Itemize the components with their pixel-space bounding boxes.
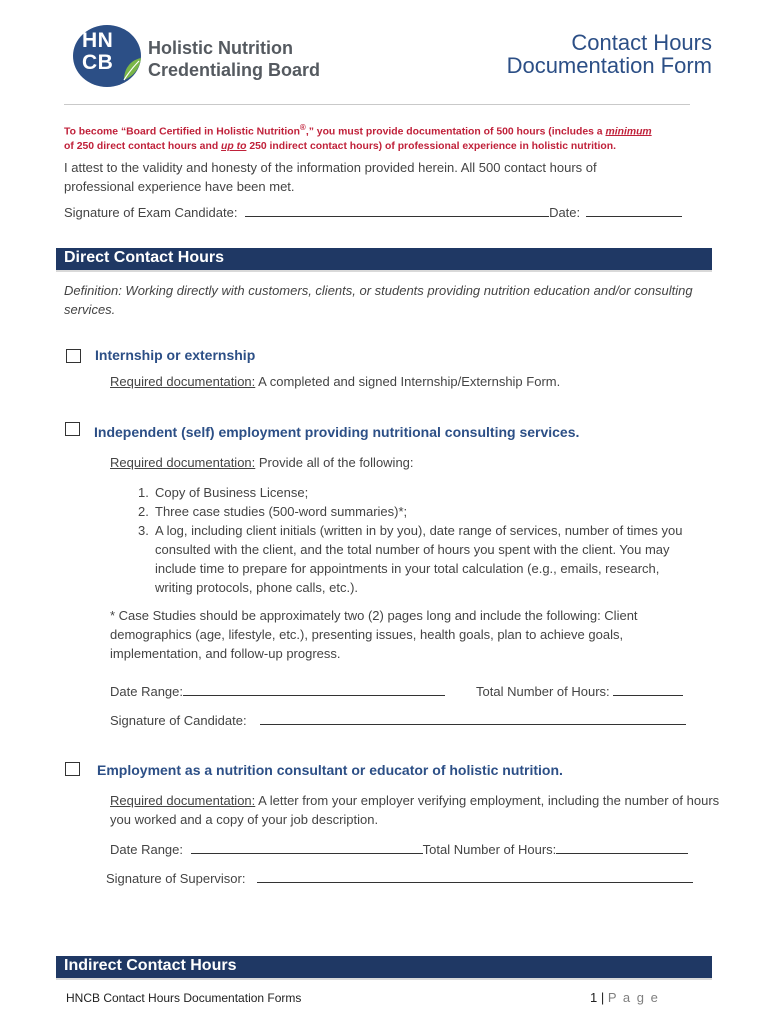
footer-page-word: P a g e	[607, 990, 660, 1005]
list-item-number: 1.	[138, 485, 149, 500]
list-item-text: Three case studies (500-word summaries)*;	[155, 504, 408, 519]
header-divider	[64, 104, 690, 105]
notice-minimum: minimum	[605, 126, 652, 138]
independent-date-range-label: Date Range:	[110, 684, 183, 699]
independent-title: Independent (self) employment providing nutritional consulting services.	[94, 424, 580, 440]
independent-checkbox[interactable]	[65, 422, 80, 436]
independent-date-range-field[interactable]	[183, 683, 445, 696]
case-study-note: * Case Studies should be approximately two (2) pages long and include the following: Client demographics (age, lifestyle, etc.), presenting issues, health goals, plan to achieve goals, implementation, and follow-up progress.	[110, 608, 638, 661]
attest-date-label: Date:	[549, 205, 581, 220]
independent-req-text: Provide all of the following:	[255, 455, 414, 470]
attest-date-field[interactable]	[586, 204, 682, 217]
employment-date-row	[110, 840, 688, 859]
employment-date-range-field[interactable]	[191, 841, 423, 854]
list-item-number: 3.	[138, 523, 149, 538]
employment-total-hours-field[interactable]	[556, 841, 688, 854]
direct-definition: Definition: Working directly with customers, clients, or students providing nutrition education and/or consulting services.	[64, 283, 693, 317]
footer-page-number: 1	[590, 990, 598, 1005]
leaf-icon	[121, 56, 143, 82]
independent-signature-field[interactable]	[260, 712, 686, 725]
footer-page-separator: |	[597, 990, 608, 1005]
employment-requirement	[110, 791, 720, 829]
employment-title: Employment as a nutrition consultant or educator of holistic nutrition.	[97, 762, 563, 778]
logo-letters-top: HN	[82, 29, 114, 52]
logo-name-line1: Holistic Nutrition	[148, 38, 293, 58]
employment-signature-row	[106, 869, 693, 888]
notice-part1: To become “Board Certified in Holistic Nutrition	[64, 126, 300, 138]
independent-signature-label: Signature of Candidate:	[110, 713, 247, 728]
indirect-section-header	[56, 956, 712, 978]
employment-signature-label: Signature of Supervisor:	[106, 871, 246, 886]
employment-req-label: Required documentation:	[110, 793, 256, 808]
attest-text: I attest to the validity and honesty of the information provided herein. All 500 contact hours of professional experience have been met.	[64, 160, 597, 194]
list-item	[138, 483, 698, 502]
independent-hours-row	[476, 682, 683, 701]
indirect-section-title: Indirect Contact Hours	[64, 957, 237, 974]
internship-checkbox[interactable]	[66, 349, 81, 363]
notice-part3: of 250 direct contact hours and	[64, 141, 222, 153]
notice-part4: 250 indirect contact hours) of professional experience in holistic nutrition.	[246, 141, 616, 153]
independent-total-hours-label: Total Number of Hours:	[476, 684, 610, 699]
independent-total-hours-field[interactable]	[613, 683, 683, 696]
notice-part2: ,” you must provide documentation of 500 hours (includes a	[305, 126, 606, 138]
employment-req-text: A letter from your employer verifying employment, including the number of hours you worked and a copy of your job description.	[110, 793, 720, 827]
logo-name-line2: Credentialing Board	[148, 60, 321, 80]
attest-signature-row	[64, 203, 714, 222]
direct-section-header	[56, 248, 712, 270]
notice-up-to: up to	[221, 141, 247, 153]
independent-req-label: Required documentation:	[110, 455, 256, 470]
footer-left: HNCB Contact Hours Documentation Forms	[66, 991, 302, 1005]
employment-checkbox[interactable]	[65, 762, 80, 776]
list-item-text: Copy of Business License;	[155, 485, 309, 500]
independent-doc-list	[138, 483, 698, 597]
attest-signature-field[interactable]	[245, 204, 549, 217]
logo-name	[148, 37, 320, 81]
employment-total-hours-label: Total Number of Hours:	[422, 842, 557, 857]
independent-requirement	[110, 453, 710, 472]
internship-req-text: A completed and signed Internship/Externship Form.	[255, 374, 561, 389]
list-item	[138, 521, 698, 597]
form-title	[507, 31, 712, 77]
form-title-line2: Documentation Form	[506, 53, 712, 78]
list-item	[138, 502, 698, 521]
internship-requirement	[110, 372, 710, 391]
internship-title: Internship or externship	[95, 347, 256, 363]
direct-section-underline	[56, 270, 712, 272]
certification-notice	[64, 120, 724, 154]
footer-page	[590, 990, 659, 1005]
indirect-section-underline	[56, 978, 712, 980]
independent-date-row	[110, 682, 445, 701]
notice-reg: ®	[299, 123, 306, 132]
attest-signature-label: Signature of Exam Candidate:	[64, 205, 238, 220]
independent-signature-row	[110, 711, 686, 730]
list-item-text: A log, including client initials (written in by you), date range of services, number of times you consulted with the client, and the total number of hours you spent with the client. You may include time to prepare for appointments in your total calculation (e.g., emails, research, writing protocols, phone calls, etc.).	[155, 523, 683, 595]
logo-letters-bottom: CB	[82, 51, 114, 74]
form-title-line1: Contact Hours	[571, 30, 712, 55]
internship-req-label: Required documentation:	[110, 374, 256, 389]
direct-section-title: Direct Contact Hours	[64, 249, 225, 266]
list-item-number: 2.	[138, 504, 149, 519]
employment-signature-field[interactable]	[257, 870, 693, 883]
employment-date-range-label: Date Range:	[110, 842, 183, 857]
